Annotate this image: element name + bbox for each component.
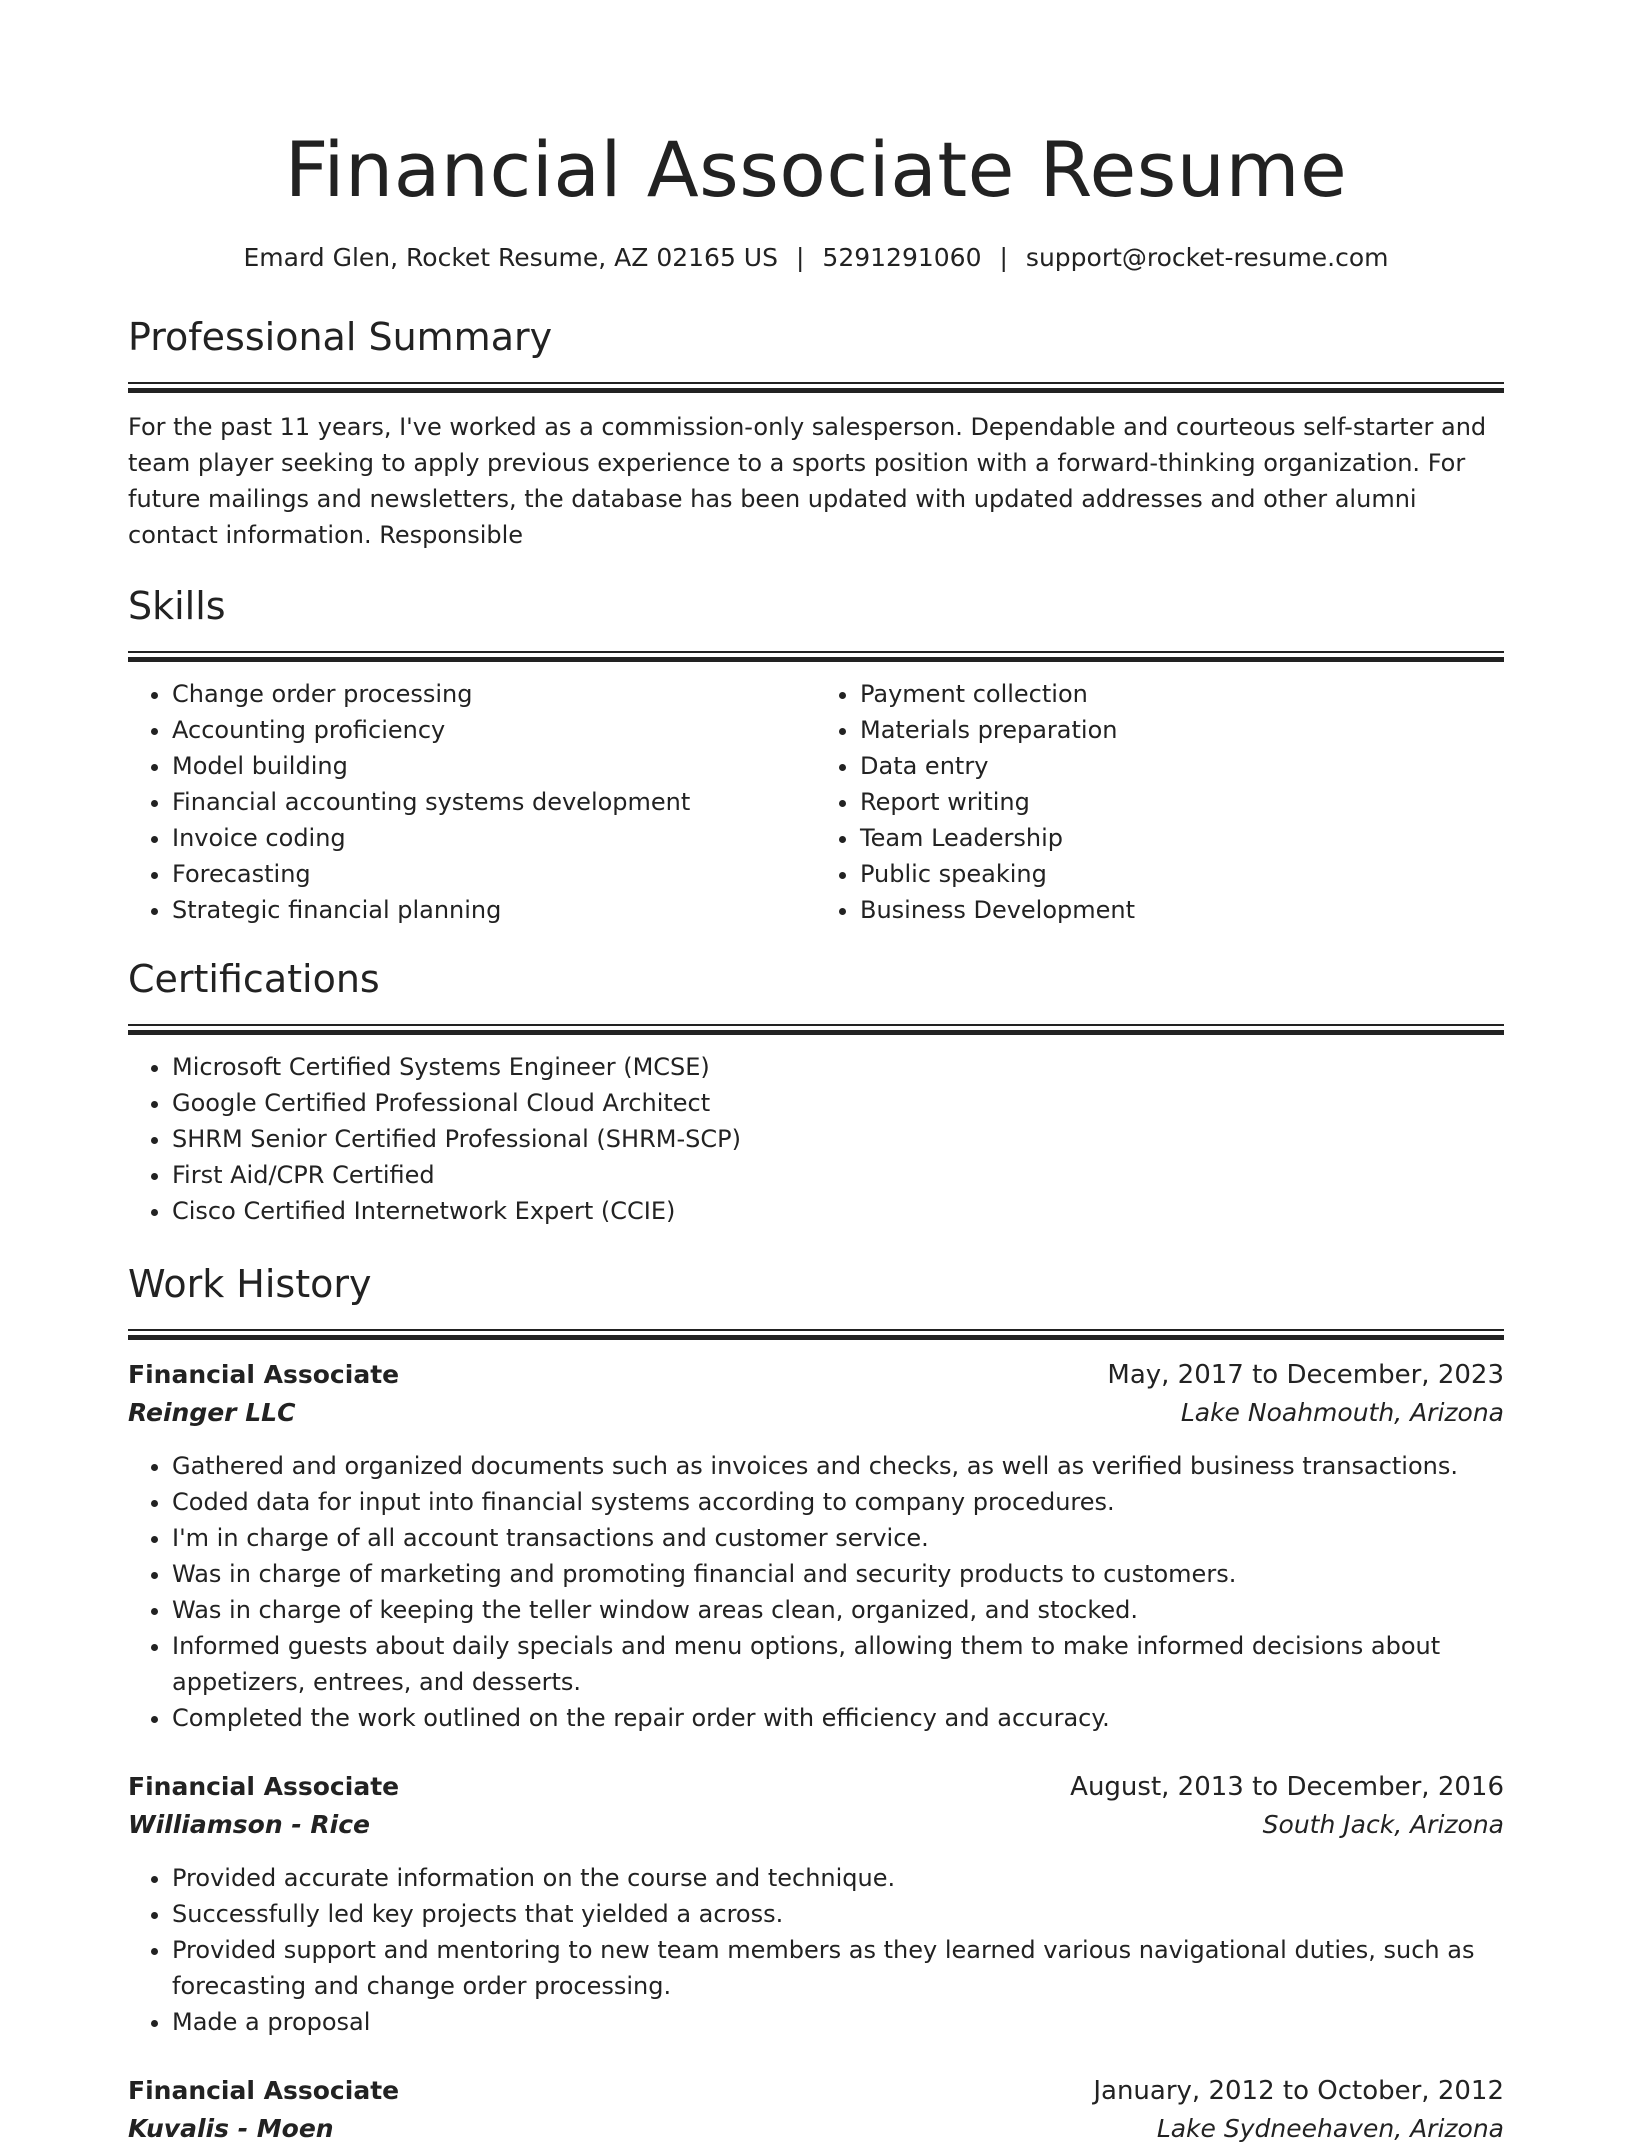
skill-item: • Invoice coding (172, 820, 816, 856)
skill-item: • Materials preparation (860, 712, 1504, 748)
job-duty-item: • Made a proposal (172, 2004, 1504, 2040)
certification-item: • First Aid/CPR Certified (172, 1157, 1504, 1193)
job-duty-item: • Provided accurate information on the course and technique. (172, 1860, 1504, 1896)
job-title: Financial Associate (128, 1772, 400, 1801)
job-entry (128, 1356, 1504, 1736)
separator: | (795, 243, 805, 272)
job-duty-item: • Completed the work outlined on the repair order with efficiency and accuracy. (172, 1700, 1504, 1736)
job-company-row (128, 1806, 1504, 1844)
skill-item: • Model building (172, 748, 816, 784)
job-header-row (128, 1768, 1504, 1806)
section-heading-work-history: Work History (128, 1262, 372, 1306)
section-heading-certifications: Certifications (128, 957, 380, 1001)
certification-item: • SHRM Senior Certified Professional (SHRM-SCP) (172, 1121, 1504, 1157)
section-heading-summary: Professional Summary (128, 315, 553, 359)
skill-item: • Accounting proficiency (172, 712, 816, 748)
job-duties-list (128, 1448, 1504, 1736)
section-divider (128, 382, 1504, 393)
section-divider (128, 1329, 1504, 1340)
skills-list-left (128, 676, 816, 928)
section-divider (128, 1024, 1504, 1035)
skills-columns (128, 662, 1504, 928)
skill-item: • Change order processing (172, 676, 816, 712)
section-divider (128, 651, 1504, 662)
section-heading-skills: Skills (128, 584, 226, 628)
job-location: South Jack, Arizona (1262, 1810, 1504, 1839)
skill-item: • Payment collection (860, 676, 1504, 712)
skill-item: • Strategic financial planning (172, 892, 816, 928)
skill-item: • Report writing (860, 784, 1504, 820)
separator: | (999, 243, 1008, 272)
job-duty-item: • I'm in charge of all account transactions and customer service. (172, 1520, 1504, 1556)
job-duty-item: • Was in charge of marketing and promoting financial and security products to customers. (172, 1556, 1504, 1592)
job-duty-item: • Gathered and organized documents such as invoices and checks, as well as verified business transactions. (172, 1448, 1504, 1484)
job-entry (128, 1768, 1504, 2040)
page-title: Financial Associate Resume (284, 125, 1348, 214)
job-entry (128, 2072, 1504, 2148)
address-text: Emard Glen, Rocket Resume, AZ 02165 US (243, 243, 778, 272)
job-header-row (128, 1356, 1504, 1394)
job-duty-item: • Provided support and mentoring to new team members as they learned various navigational duties, such as forecasting and change order processing. (172, 1932, 1504, 2004)
phone-text: 5291291060 (822, 243, 982, 272)
company-name: Reinger LLC (128, 1398, 296, 1427)
skill-item: • Data entry (860, 748, 1504, 784)
company-name: Williamson - Rice (128, 1810, 371, 1839)
job-location: Lake Noahmouth, Arizona (1180, 1398, 1504, 1427)
email-text: support@rocket-resume.com (1025, 243, 1389, 272)
certification-item: • Cisco Certified Internetwork Expert (CCIE) (172, 1193, 1504, 1229)
certification-item: • Google Certified Professional Cloud Architect (172, 1085, 1504, 1121)
job-company-row (128, 1394, 1504, 1432)
job-duty-item: • Successfully led key projects that yielded a across. (172, 1896, 1504, 1932)
job-company-row (128, 2110, 1504, 2148)
job-duty-item: • Informed guests about daily specials and menu options, allowing them to make informed decisions about appetizers, entrees, and desserts. (172, 1628, 1504, 1700)
work-history-section (128, 1259, 1504, 2148)
skills-section (128, 581, 1504, 928)
job-duty-item: • Was in charge of keeping the teller window areas clean, organized, and stocked. (172, 1592, 1504, 1628)
job-duties-list (128, 1860, 1504, 2040)
certifications-section (128, 954, 1504, 1229)
certifications-list (128, 1049, 1504, 1229)
company-name: Kuvalis - Moen (128, 2114, 334, 2143)
job-location: Lake Sydneehaven, Arizona (1156, 2114, 1504, 2143)
summary-text: For the past 11 years, I've worked as a commission-only salesperson. Dependable and courteous self-starter and team player seeking to apply previous experience to a sports position with a forward-thinking organization. For future mailings and newsletters, the database has been updated with updated addresses and other alumni contact information. Responsible (128, 413, 1487, 549)
contact-line (128, 242, 1504, 274)
job-dates: January, 2012 to October, 2012 (1093, 2076, 1504, 2106)
job-dates: May, 2017 to December, 2023 (1107, 1360, 1504, 1390)
skill-item: • Financial accounting systems development (172, 784, 816, 820)
job-title: Financial Associate (128, 1360, 400, 1389)
job-title: Financial Associate (128, 2076, 400, 2105)
skill-item: • Team Leadership (860, 820, 1504, 856)
summary-section (128, 312, 1504, 553)
certification-item: • Microsoft Certified Systems Engineer (MCSE) (172, 1049, 1504, 1085)
job-dates: August, 2013 to December, 2016 (1070, 1772, 1504, 1802)
skill-item: • Forecasting (172, 856, 816, 892)
skill-item: • Public speaking (860, 856, 1504, 892)
job-header-row (128, 2072, 1504, 2110)
skills-list-right (816, 676, 1504, 928)
job-duty-item: • Coded data for input into financial systems according to company procedures. (172, 1484, 1504, 1520)
skill-item: • Business Development (860, 892, 1504, 928)
